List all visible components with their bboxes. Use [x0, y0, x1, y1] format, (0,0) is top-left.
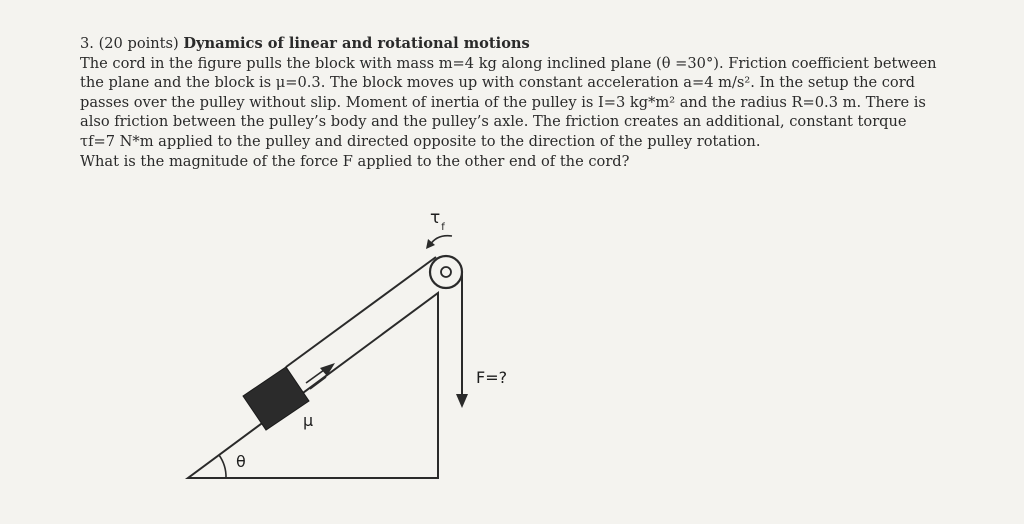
force-label: F=? [476, 368, 508, 387]
problem-title: Dynamics of linear and rotational motions [183, 35, 530, 52]
torque-symbol: τ [430, 208, 441, 228]
pulley [430, 256, 462, 288]
problem-line-3: passes over the pulley without slip. Moment of inertia of the pulley is I=3 kg*m² and the radius R=0.3 m. There is [80, 93, 926, 111]
problem-line-1: The cord in the figure pulls the block with mass m=4 kg along inclined plane (θ =30°). Friction coefficient between [80, 54, 937, 72]
incline-triangle [188, 293, 438, 478]
block [243, 367, 309, 430]
angle-label: θ [236, 452, 246, 471]
problem-line-4: also friction between the pulley’s body and the pulley’s axle. The friction creates an additional, constant torque [80, 113, 907, 131]
problem-number: 3. [80, 35, 94, 52]
problem-question: What is the magnitude of the force F applied to the other end of the cord? [80, 152, 630, 170]
problem-points: (20 points) [98, 35, 179, 52]
motion-arrowhead [320, 363, 335, 376]
torque-label [430, 208, 445, 233]
problem-line-5: τf=7 N*m applied to the pulley and directed opposite to the direction of the pulley rotation. [80, 132, 761, 150]
friction-label: μ [303, 411, 314, 430]
force-arrowhead [456, 394, 468, 408]
angle-arc [219, 455, 226, 478]
problem-line-2: the plane and the block is μ=0.3. The block moves up with constant acceleration a=4 m/s². In the setup the cord [80, 74, 916, 92]
torque-subscript: f [441, 222, 445, 233]
